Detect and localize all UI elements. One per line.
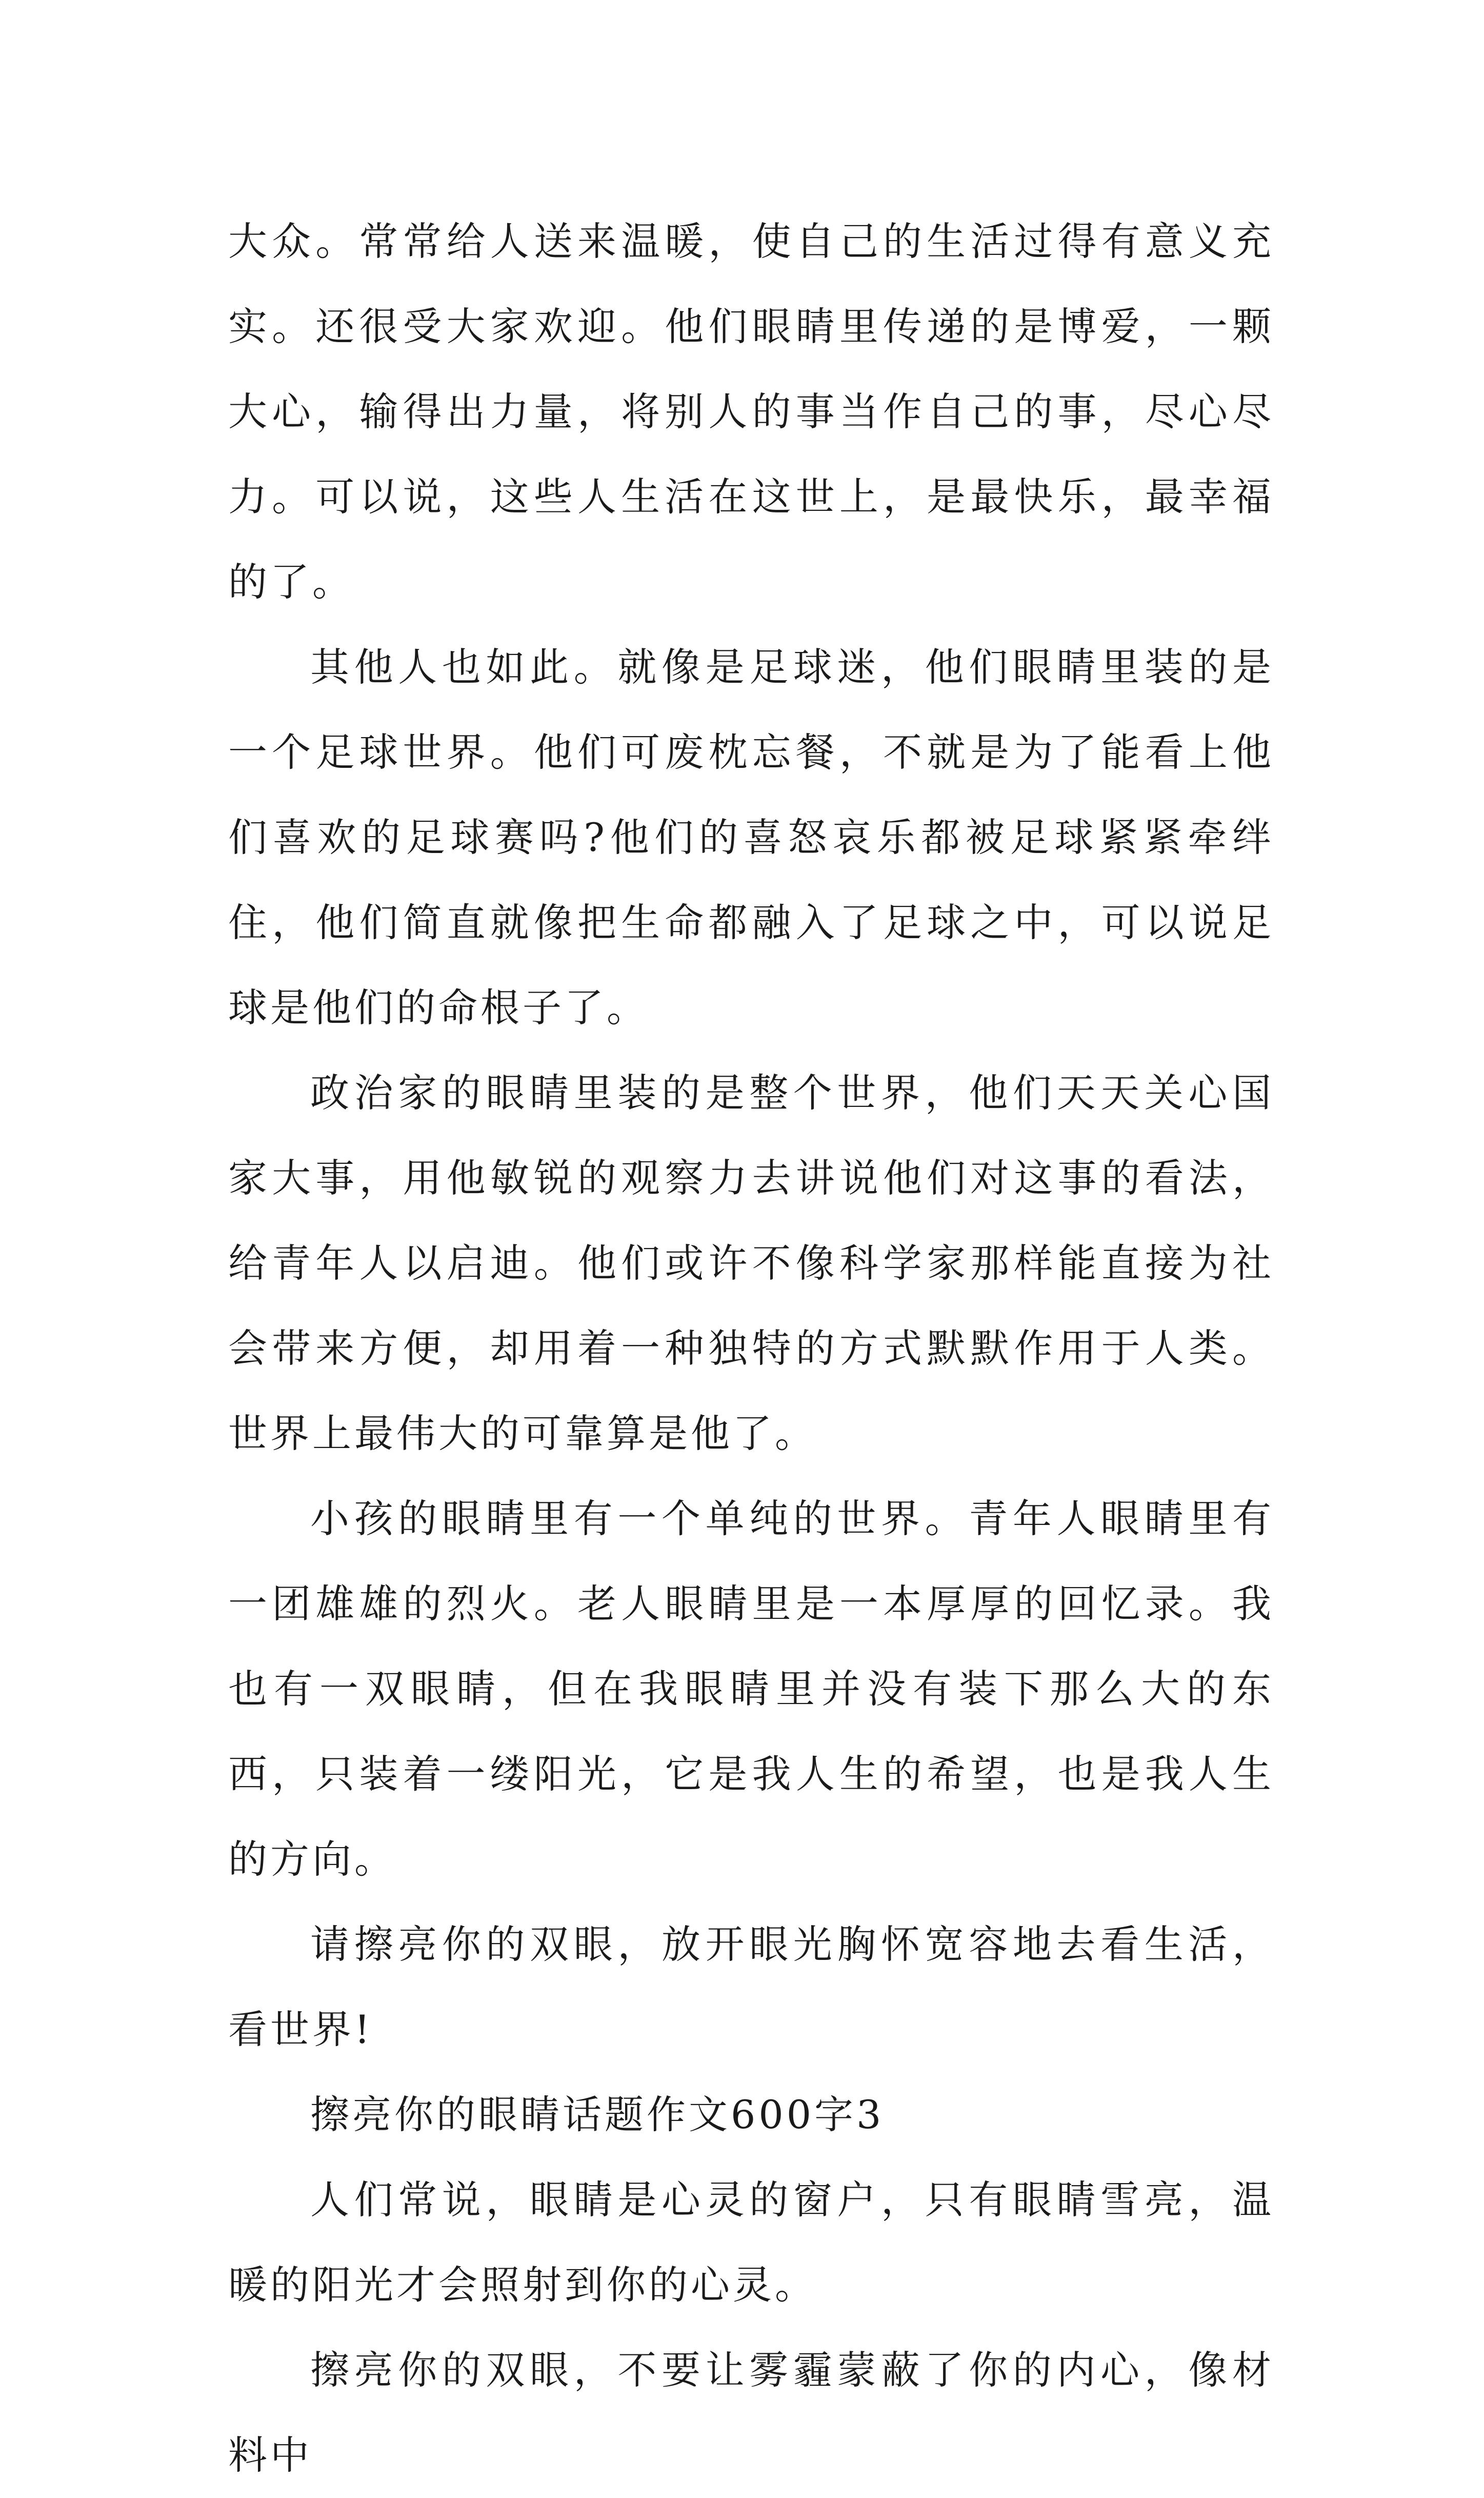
paragraph-5: 请擦亮你的双眼，放开眼光胸怀宽容地去看生活，看世界! (228, 1921, 1274, 2052)
paragraph-7: 擦亮你的双眼，不要让雾霾蒙蔽了你的内心，像材料中 (228, 2347, 1274, 2478)
document-body (228, 199, 1274, 2498)
paragraph-4: 小孩的眼睛里有一个单纯的世界。青年人眼睛里有一团雄雄的烈火。老人眼睛里是一本厚厚的回忆录。我也有一双眼睛，但在我眼睛里并没有装下那么大的东西，只装着一缕阳光，它是我人生的希望，也是我人生的方向。 (228, 1496, 1274, 1882)
paragraph-6: 人们常说，眼睛是心灵的窗户，只有眼睛雪亮，温暖的阳光才会照射到你的心灵。 (228, 2177, 1274, 2308)
paragraph-2: 其他人也如此。就像是足球迷，他们眼睛里装的是一个足球世界。他们可废枕忘餐，不就是为了能看上他们喜欢的足球赛吗?他们的喜怒哀乐都被足球紧紧牵绊住，他们简直就像把生命都融入了足球之中，可以说足球是他们的命根子了。 (228, 644, 1274, 1030)
paragraph-3: 政治家的眼睛里装的是整个世界，他们天天关心国家大事，用他敏锐的观察力去讲说他们对这事的看法，给青年人以启迪。他们或许不像科学家那样能直接为社会带来方便，却用着一种独特的方式默默作用于人类。世界上最伟大的可靠算是他了。 (228, 1070, 1274, 1456)
section-heading: 擦亮你的眼睛话题作文600字3 (310, 2092, 885, 2137)
paragraph-1: 大众。常常给人送来温暖，使自己的生活过得有意义充实。还很受大家欢迎。他们眼睛里传递的是博爱，一颗大心，输得出力量，将别人的事当作自己的事，尽心尽力。可以说，这些人生活在这世上，是最快乐，最幸福的了。 (228, 219, 1274, 605)
